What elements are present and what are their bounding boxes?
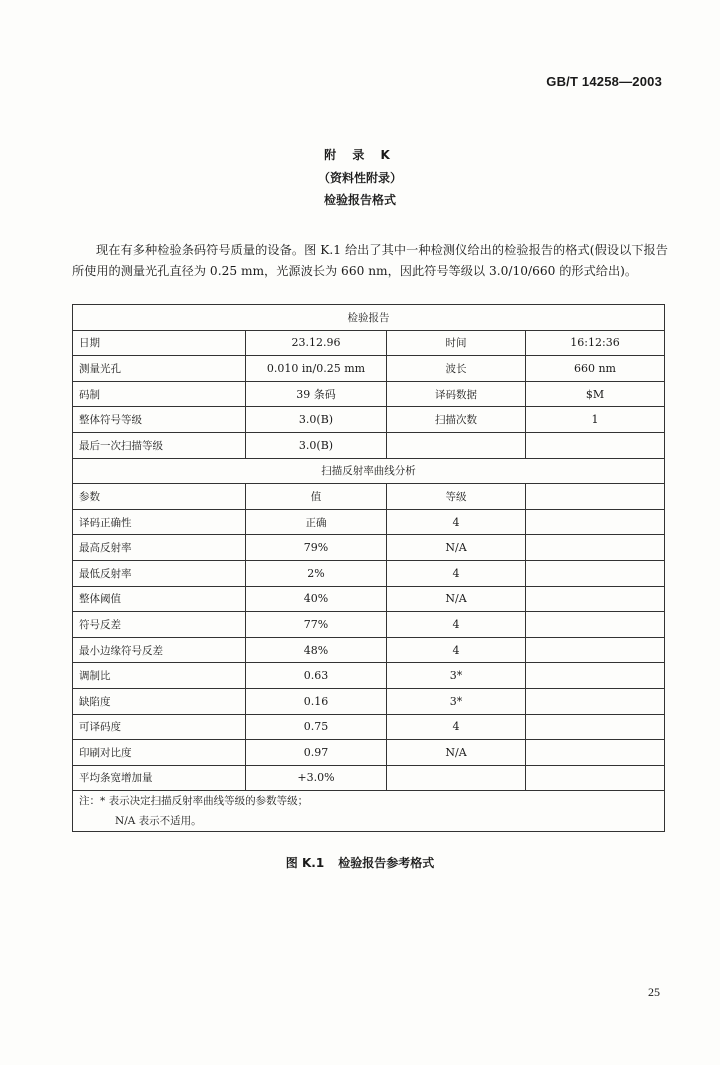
param-value: 40% xyxy=(246,586,387,612)
param-name: 调制比 xyxy=(73,663,246,689)
table-row xyxy=(73,714,665,740)
info-value: 39 条码 xyxy=(246,381,387,407)
param-name: 最小边缘符号反差 xyxy=(73,637,246,663)
param-grade: 4 xyxy=(387,560,526,586)
param-grade: 4 xyxy=(387,637,526,663)
info-value: 16:12:36 xyxy=(526,330,665,356)
param-value: +3.0% xyxy=(246,765,387,791)
note-line-2: N/A 表示不适用。 xyxy=(115,815,202,828)
table-row xyxy=(73,432,665,458)
param-value: 2% xyxy=(246,560,387,586)
appendix-title: 附 录 K xyxy=(324,148,396,162)
param-grade: 3* xyxy=(387,688,526,714)
note-line-1: 注：* 表示决定扫描反射率曲线等级的参数等级； xyxy=(79,795,309,808)
param-extra xyxy=(526,688,665,714)
table-row xyxy=(73,740,665,766)
param-extra xyxy=(526,637,665,663)
param-value: 77% xyxy=(246,612,387,638)
section-title-row xyxy=(73,458,665,484)
table-row xyxy=(73,586,665,612)
param-name: 最高反射率 xyxy=(73,535,246,561)
param-grade: 3* xyxy=(387,663,526,689)
info-label: 码制 xyxy=(73,381,246,407)
info-label: 时间 xyxy=(387,330,526,356)
inspection-report-table xyxy=(72,304,665,832)
info-value xyxy=(526,432,665,458)
param-grade xyxy=(387,765,526,791)
param-header-row xyxy=(73,484,665,510)
param-value: 0.97 xyxy=(246,740,387,766)
table-row xyxy=(73,330,665,356)
info-value: 3.0(B) xyxy=(246,432,387,458)
table-row xyxy=(73,560,665,586)
param-extra xyxy=(526,740,665,766)
param-name: 整体阈值 xyxy=(73,586,246,612)
column-header: 等级 xyxy=(387,484,526,510)
intro-paragraph xyxy=(72,240,668,282)
param-value: 0.63 xyxy=(246,663,387,689)
report-title: 检验报告 xyxy=(73,305,665,331)
info-label: 波长 xyxy=(387,356,526,382)
info-label: 日期 xyxy=(73,330,246,356)
info-label: 整体符号等级 xyxy=(73,407,246,433)
table-row xyxy=(73,612,665,638)
param-extra xyxy=(526,612,665,638)
info-value: 3.0(B) xyxy=(246,407,387,433)
note-row xyxy=(73,791,665,832)
param-grade: 4 xyxy=(387,714,526,740)
report-title-row xyxy=(73,305,665,331)
appendix-subtitle: （资料性附录） xyxy=(317,171,402,185)
param-value: 48% xyxy=(246,637,387,663)
section-title: 扫描反射率曲线分析 xyxy=(73,458,665,484)
param-name: 印刷对比度 xyxy=(73,740,246,766)
param-extra xyxy=(526,586,665,612)
info-value: 1 xyxy=(526,407,665,433)
param-grade: 4 xyxy=(387,612,526,638)
column-header: 值 xyxy=(246,484,387,510)
info-value: 660 nm xyxy=(526,356,665,382)
param-grade: N/A xyxy=(387,586,526,612)
figure-title: 检验报告参考格式 xyxy=(338,856,435,870)
table-row xyxy=(73,688,665,714)
param-name: 可译码度 xyxy=(73,714,246,740)
figure-number: 图 K.1 xyxy=(285,856,325,870)
info-value: 0.010 in/0.25 mm xyxy=(246,356,387,382)
table-row xyxy=(73,509,665,535)
param-extra xyxy=(526,663,665,689)
table-row xyxy=(73,381,665,407)
table-row xyxy=(73,663,665,689)
param-grade: N/A xyxy=(387,740,526,766)
table-row xyxy=(73,535,665,561)
appendix-heading: 检验报告格式 xyxy=(323,193,396,207)
standard-code: GB/T 14258—2003 xyxy=(546,74,662,89)
param-value: 79% xyxy=(246,535,387,561)
param-name: 符号反差 xyxy=(73,612,246,638)
param-extra xyxy=(526,765,665,791)
info-label: 测量光孔 xyxy=(73,356,246,382)
param-name: 译码正确性 xyxy=(73,509,246,535)
table-row xyxy=(73,637,665,663)
info-value: 23.12.96 xyxy=(246,330,387,356)
intro-text: 现在有多种检验条码符号质量的设备。图 K.1 给出了其中一种检测仪给出的检验报告的格式(假设以下报告所使用的测量光孔直径为 0.25 mm，光源波长为 660 nm，因此符号等级以 3.0/10/660 的形式给出)。 xyxy=(72,243,668,278)
table-note xyxy=(73,791,665,832)
param-name: 平均条宽增加量 xyxy=(73,765,246,791)
column-header: 参数 xyxy=(73,484,246,510)
param-name: 最低反射率 xyxy=(73,560,246,586)
info-label: 译码数据 xyxy=(387,381,526,407)
param-value: 0.16 xyxy=(246,688,387,714)
param-value: 正确 xyxy=(246,509,387,535)
param-grade: 4 xyxy=(387,509,526,535)
info-label: 扫描次数 xyxy=(387,407,526,433)
table-row xyxy=(73,765,665,791)
param-extra xyxy=(526,714,665,740)
param-extra xyxy=(526,535,665,561)
page-number: 25 xyxy=(648,985,660,999)
table-row xyxy=(73,356,665,382)
info-label xyxy=(387,432,526,458)
table-row xyxy=(73,407,665,433)
param-grade: N/A xyxy=(387,535,526,561)
info-value: $M xyxy=(526,381,665,407)
param-value: 0.75 xyxy=(246,714,387,740)
figure-caption xyxy=(0,854,720,871)
info-label: 最后一次扫描等级 xyxy=(73,432,246,458)
param-name: 缺陷度 xyxy=(73,688,246,714)
param-extra xyxy=(526,509,665,535)
column-header xyxy=(526,484,665,510)
param-extra xyxy=(526,560,665,586)
